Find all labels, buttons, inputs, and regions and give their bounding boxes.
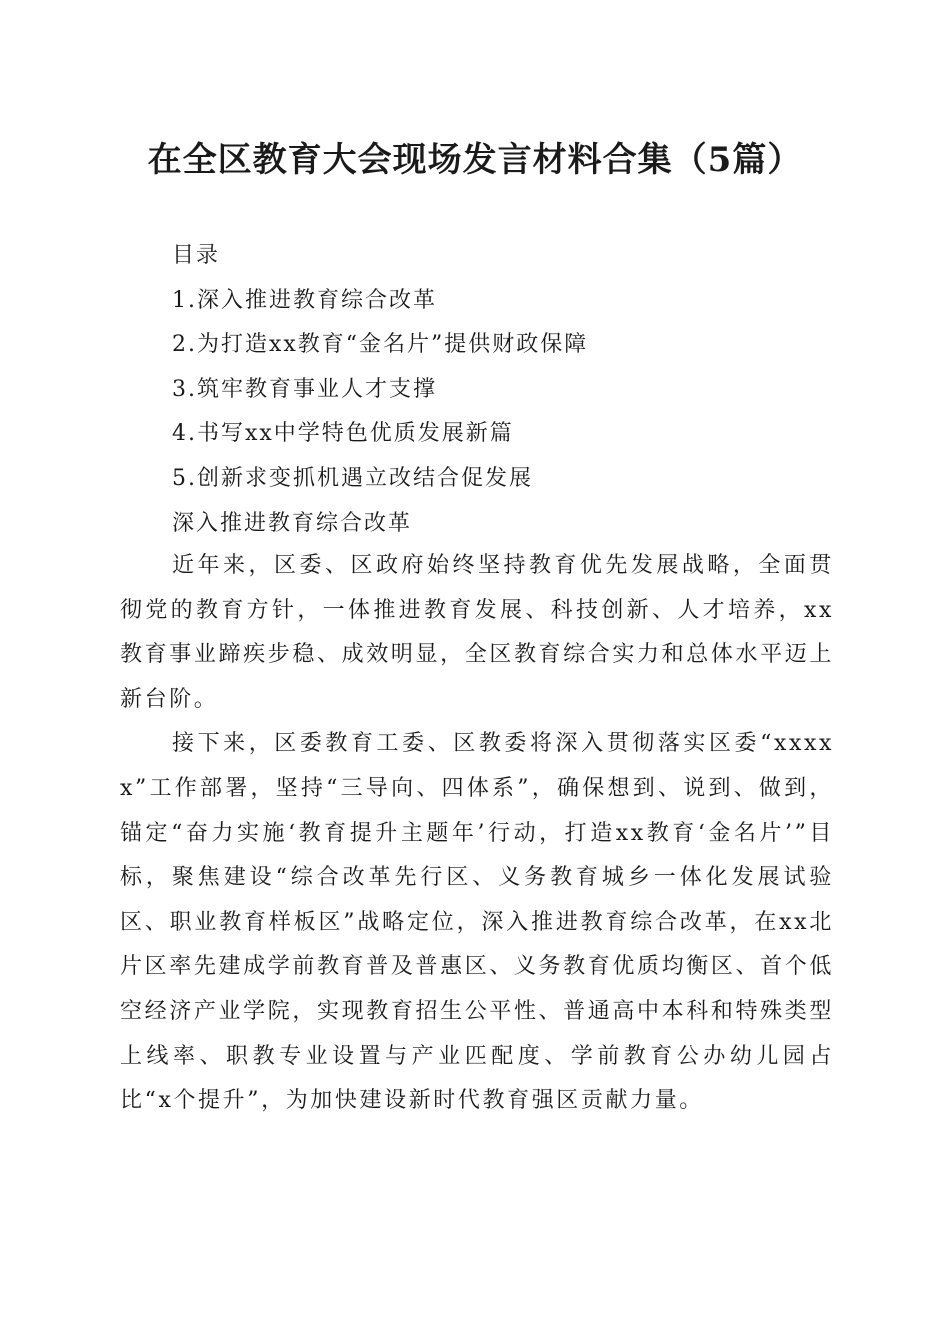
document-title: 在全区教育大会现场发言材料合集（5篇） bbox=[147, 140, 803, 180]
paragraph: 近年来，区委、区政府始终坚持教育优先发展战略，全面贯彻党的教育方针，一体推进教育发展、科技创新、人才培养，xx教育事业蹄疾步稳、成效明显，全区教育综合实力和总体水平迈上新台阶。 bbox=[120, 553, 834, 712]
toc-item: 1.深入推进教育综合改革 bbox=[172, 287, 437, 313]
toc-item: 4.书写xx中学特色优质发展新篇 bbox=[172, 421, 514, 447]
toc-item: 3.筑牢教育事业人才支撑 bbox=[172, 376, 437, 402]
toc-item: 2.为打造xx教育“金名片”提供财政保障 bbox=[172, 332, 589, 358]
toc-item: 5.创新求变抓机遇立改结合促发展 bbox=[172, 465, 533, 491]
paragraph: 接下来，区委教育工委、区教委将深入贯彻落实区委“xxxxx”工作部署，坚持“三导向、四体系”，确保想到、说到、做到，锚定“奋力实施‘教育提升主题年’行动，打造xx教育‘金名片’”目标，聚焦建设“综合改革先行区、义务教育城乡一体化发展试验区、职业教育样板区”战略定位，深入推进教育综合改革，在xx北片区率先建成学前教育普及普惠区、义务教育优质均衡区、首个低空经济产业学院，实现教育招生公平性、普通高中本科和特殊类型上线率、职教专业设置与产业匹配度、学前教育公办幼儿园占比“x个提升”，为加快建设新时代教育强区贡献力量。 bbox=[120, 731, 834, 1114]
table-of-contents bbox=[172, 234, 588, 546]
section-title: 深入推进教育综合改革 bbox=[172, 510, 413, 536]
body-text bbox=[120, 544, 834, 1124]
toc-heading: 目录 bbox=[172, 243, 221, 268]
